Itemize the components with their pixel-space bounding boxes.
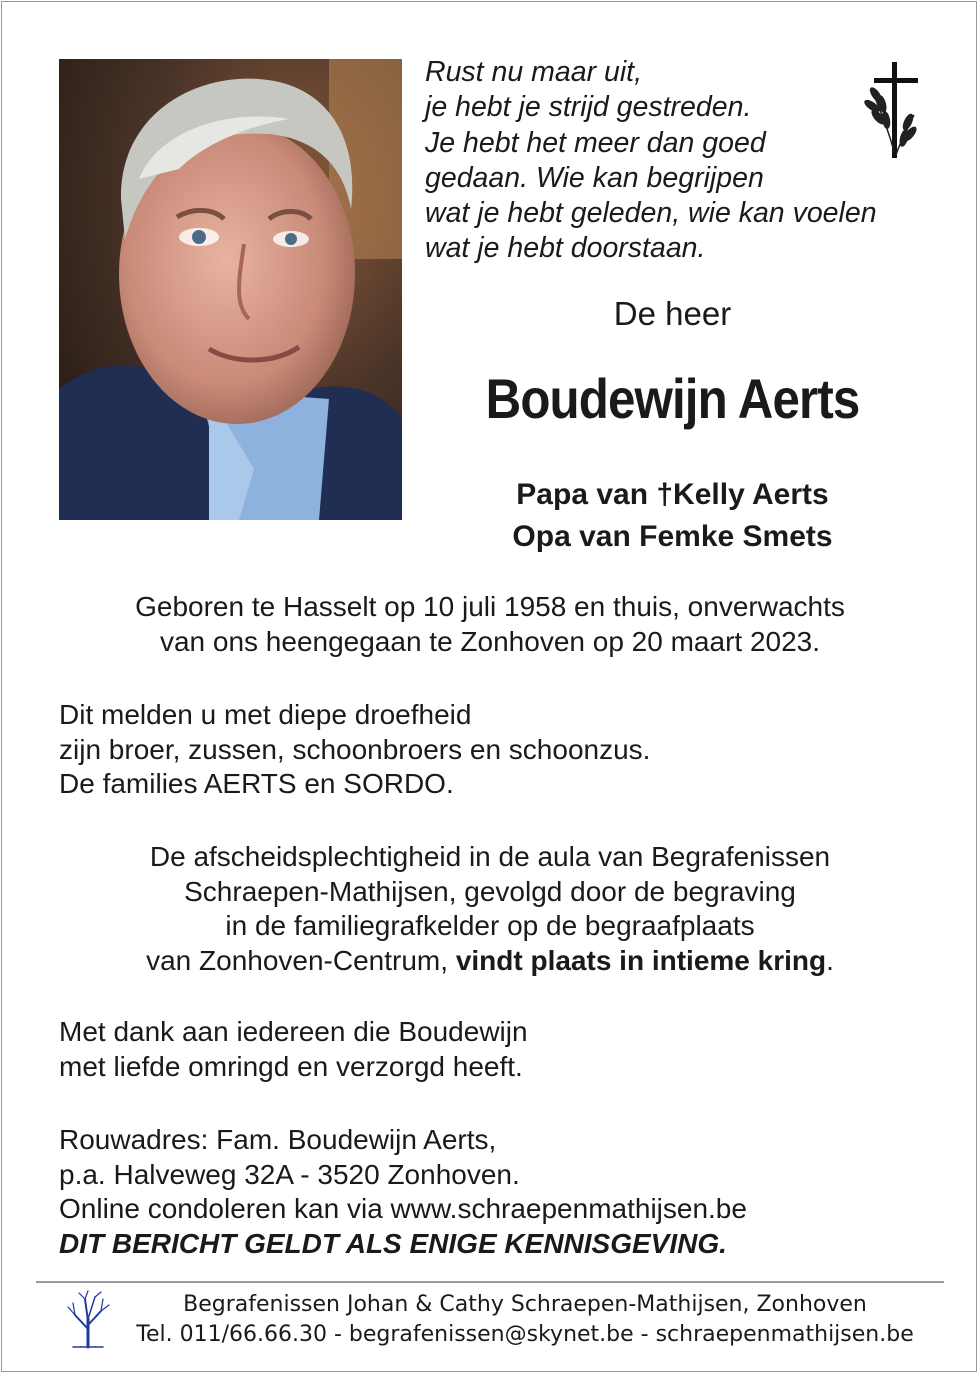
ceremony-info [40,840,940,978]
text-line: Schraepen-Mathijsen, gevolgd door de begraving [184,875,796,907]
portrait-photo [59,59,402,520]
condolence-address [59,1123,939,1261]
footer-contact: Tel. 011/66.66.30 - begrafenissen@skynet.be - schraepenmathijsen.be [136,1322,914,1347]
text-line: Rouwadres: Fam. Boudewijn Aerts, [59,1124,497,1155]
poem-line: je hebt je strijd gestreden. [425,91,752,124]
text-segment: van Zonhoven-Centrum, [146,944,456,976]
text-line: zijn broer, zussen, schoonbroers en schoonzus. [59,733,651,765]
text-line: Online condoleren kan via www.schraepenmathijsen.be [59,1193,747,1224]
notice-text: DIT BERICHT GELDT ALS ENIGE KENNISGEVING. [59,1227,727,1259]
relation-line: Opa van Femke Smets [512,520,833,553]
text-line: Dit melden u met diepe droefheid [59,699,472,730]
relation-line: Papa van †Kelly Aerts [516,478,829,511]
text-line: De families AERTS en SORDO. [59,768,454,799]
salutation: De heer [613,295,732,332]
text-line: De afscheidsplechtigheid in de aula van Begrafenissen [149,841,831,872]
poem-line: gedaan. Wie kan begrijpen [425,161,764,194]
poem-line: Rust nu maar uit, [425,56,643,88]
text-line: van ons heengegaan te Zonhoven op 20 maart 2023. [159,625,821,657]
text-line: met liefde omringd en verzorgd heeft. [59,1050,523,1082]
deceased-name: Boudewijn Aerts [485,367,860,430]
text-line [40,944,940,979]
poem-line: Je hebt het meer dan goed [425,126,766,159]
poem-line: wat je hebt geleden, wie kan voelen [425,197,877,230]
text-segment: . [826,944,834,976]
announcement [59,698,939,802]
intimate-circle-text: vindt plaats in intieme kring [455,944,827,976]
text-line: Met dank aan iedereen die Boudewijn [59,1016,528,1047]
footer-company: Begrafenissen Johan & Cathy Schraepen-Mathijsen, Zonhoven [183,1292,867,1317]
birth-death-info [40,590,940,659]
thanks [59,1015,939,1084]
divider [36,1281,944,1283]
cross-with-wheat-icon [852,60,932,160]
relations [420,474,925,558]
poem-line: wat je hebt doorstaan. [425,232,706,265]
text-line: in de familiegrafkelder op de begraafplaats [225,910,755,941]
text-line: Geboren te Hasselt op 10 juli 1958 en thuis, onverwachts [135,591,845,622]
tree-logo-icon [63,1289,113,1349]
text-line: p.a. Halveweg 32A - 3520 Zonhoven. [59,1158,520,1190]
